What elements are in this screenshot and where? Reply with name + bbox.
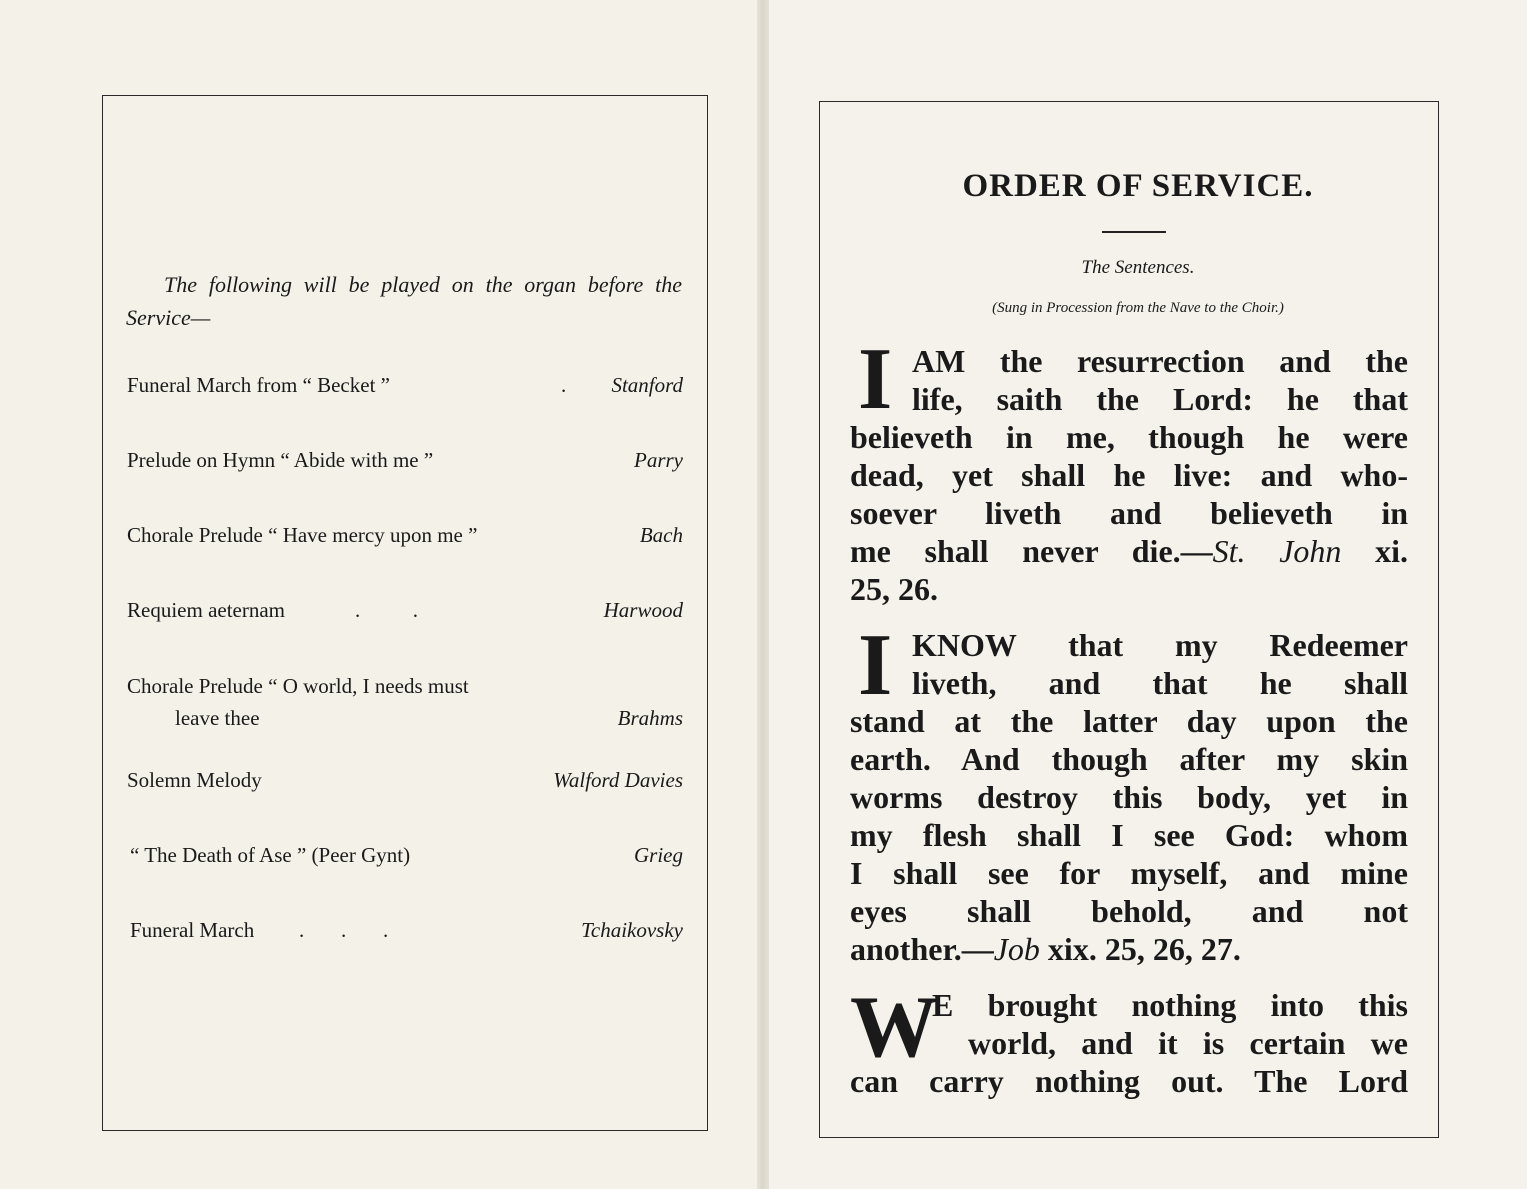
verse-line: AM the resurrection and the bbox=[912, 343, 1408, 379]
program-composer: Parry bbox=[634, 448, 683, 472]
program-piece: Requiem aeternam bbox=[127, 598, 286, 622]
verse-line: 25, 26. bbox=[850, 571, 938, 607]
drop-cap: W bbox=[850, 979, 938, 1076]
program-composer: Harwood bbox=[603, 598, 683, 622]
program-composer: Grieg bbox=[634, 843, 683, 867]
verse-line: life, saith the Lord: he that bbox=[912, 381, 1408, 417]
sentence-1 bbox=[850, 331, 1409, 608]
verse-line: dead, yet shall he live: and who- bbox=[850, 457, 1408, 493]
section-title: The Sentences. bbox=[1081, 257, 1195, 278]
page-title: ORDER OF SERVICE. bbox=[962, 168, 1314, 204]
verse-line: soever liveth and believeth in bbox=[850, 495, 1408, 531]
verse-line: KNOW that my Redeemer bbox=[912, 627, 1408, 663]
drop-cap: I bbox=[858, 331, 893, 428]
leader-dots: . . . bbox=[299, 918, 389, 942]
scripture-reference: Job bbox=[993, 931, 1040, 967]
verse-text: xi. bbox=[1375, 533, 1409, 569]
program-piece-continued: leave thee bbox=[175, 706, 260, 730]
book-gutter bbox=[757, 0, 769, 1189]
program-piece: Funeral March bbox=[130, 918, 255, 942]
verse-line: world, and it is certain we bbox=[968, 1025, 1408, 1061]
program-piece: Funeral March from “ Becket ” bbox=[127, 373, 390, 397]
program-piece: Chorale Prelude “ O world, I needs must bbox=[127, 674, 469, 698]
verse-line: my flesh shall I see God: whom bbox=[850, 817, 1408, 853]
verse-text: another.— bbox=[850, 931, 994, 967]
verse-text: me shall never die.— bbox=[850, 533, 1213, 569]
sentence-3 bbox=[850, 979, 1408, 1100]
leader-dots: . bbox=[561, 373, 567, 397]
verse-line: worms destroy this body, yet in bbox=[850, 779, 1408, 815]
verse-line: liveth, and that he shall bbox=[912, 665, 1408, 701]
program-piece: Solemn Melody bbox=[127, 768, 262, 792]
sentence-2 bbox=[850, 617, 1408, 968]
verse-line: stand at the latter day upon the bbox=[850, 703, 1408, 739]
divider bbox=[1102, 231, 1166, 233]
program-composer: Brahms bbox=[617, 706, 683, 730]
program-composer: Walford Davies bbox=[553, 768, 683, 792]
program-piece: “ The Death of Ase ” (Peer Gynt) bbox=[130, 843, 411, 867]
verse-line: E brought nothing into this bbox=[932, 987, 1408, 1023]
verse-line: earth. And though after my skin bbox=[850, 741, 1408, 777]
rubric: (Sung in Procession from the Nave to the Choir.) bbox=[992, 300, 1284, 316]
verse-line: believeth in me, though he were bbox=[850, 419, 1408, 455]
program-composer: Bach bbox=[639, 523, 683, 547]
scripture-reference: St. John bbox=[1212, 533, 1342, 569]
program-piece: Prelude on Hymn “ Abide with me ” bbox=[127, 448, 434, 472]
program-composer: Tchaikovsky bbox=[581, 918, 683, 942]
program-composer: Stanford bbox=[611, 373, 683, 397]
organ-intro: The following will be played on the organ before the Service— bbox=[126, 272, 682, 330]
verse-line: can carry nothing out. The Lord bbox=[850, 1063, 1408, 1099]
verse-line bbox=[850, 930, 1408, 968]
program-piece: Chorale Prelude “ Have mercy upon me ” bbox=[127, 523, 478, 547]
verse-line bbox=[850, 532, 1408, 570]
drop-cap: I bbox=[858, 617, 893, 714]
verse-line: I shall see for myself, and mine bbox=[850, 855, 1408, 891]
verse-line: eyes shall behold, and not bbox=[850, 893, 1408, 929]
verse-text: xix. 25, 26, 27. bbox=[1047, 931, 1241, 967]
leader-dots: . . bbox=[355, 598, 418, 622]
